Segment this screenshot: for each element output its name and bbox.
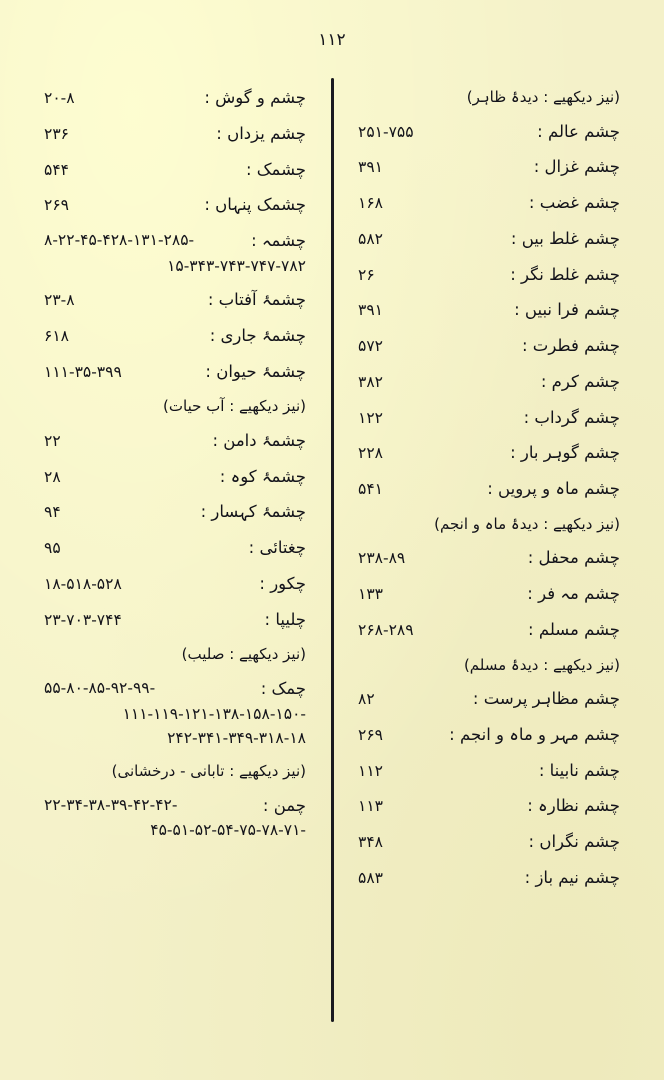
index-pages-cont2: ۲۴۲-۳۴۱-۳۴۹-۳۱۸-۱۸: [167, 728, 306, 747]
index-term: چشم نظارہ :: [527, 796, 620, 816]
index-term: چغتائی :: [248, 538, 306, 557]
index-pages: ۲۶۹: [358, 725, 383, 744]
index-pages: ۲۲: [44, 431, 61, 450]
index-term: چشم محفل :: [527, 548, 620, 568]
index-entry: [358, 866, 620, 891]
index-entry: [358, 406, 620, 431]
index-term: چشمہ :: [251, 231, 306, 250]
index-pages: ۲۲۸: [358, 444, 383, 463]
index-pages: ۲۰-۸: [44, 89, 75, 107]
index-term: چشم مسلم :: [528, 619, 620, 639]
index-entry: [358, 830, 620, 855]
index-term: چشمۂ حیوان :: [205, 361, 306, 381]
index-note: [44, 395, 306, 418]
index-entry: [44, 500, 306, 525]
index-entry: [358, 334, 620, 359]
index-pages: ۱۲۲: [358, 408, 383, 427]
index-entry: [44, 465, 306, 490]
index-term: چشم گرداب :: [523, 407, 620, 427]
index-pages: ۲۸: [44, 467, 61, 486]
index-entry: [44, 122, 306, 147]
index-note: [44, 760, 306, 783]
index-column-right: [332, 86, 638, 1026]
index-term: چشم مہر و ماہ و انجم :: [449, 724, 620, 744]
index-pages: ۲۳۶: [44, 124, 69, 143]
index-pages: ۳۹۱: [358, 158, 383, 177]
index-pages: ۵۷۲: [358, 337, 383, 355]
index-pages: ۲۲-۳۴-۳۸-۳۹-۴۲-۴۲-: [44, 795, 178, 814]
index-entry: [44, 360, 306, 385]
index-entry: [44, 288, 306, 313]
index-pages: ۱۸-۵۱۸-۵۲۸: [44, 574, 122, 593]
index-pages: ۳۴۸: [358, 833, 383, 851]
index-note-text: (نیز دیکھیے : تابانی - درخشانی): [111, 762, 306, 780]
index-entry: [358, 370, 620, 395]
index-pages: ۲۶۹: [44, 196, 69, 215]
index-pages: ۵۴۱: [358, 480, 383, 498]
index-term: چشم غلط بیں :: [510, 228, 620, 248]
index-entry: [358, 759, 620, 784]
index-pages: ۱۳۳: [358, 585, 383, 603]
index-entry: [358, 618, 620, 643]
index-term: چشم یزداں :: [216, 123, 306, 143]
index-entry: [358, 477, 620, 502]
index-term: چشم عالم :: [537, 121, 620, 141]
index-term: چشمۂ دامن :: [212, 430, 306, 450]
index-entry: [44, 158, 306, 183]
index-term: چلیپا :: [264, 609, 306, 629]
index-term: چشم و گوش :: [204, 88, 306, 107]
index-entry: [44, 324, 306, 349]
index-term: چشمۂ جاری :: [209, 325, 306, 345]
index-entry: [358, 582, 620, 607]
index-pages: ۶۱۸: [44, 326, 69, 345]
index-pages: ۱۱۲: [358, 761, 383, 780]
index-entry: [44, 193, 306, 218]
index-term: چشمۂ آفتاب :: [207, 290, 306, 309]
index-term: چشم نیم باز :: [524, 867, 620, 887]
index-entry: [358, 441, 620, 466]
index-pages: ۵۵-۸۰-۸۵-۹۲-۹۹-: [44, 678, 156, 697]
index-note-text: (نیز دیکھیے : صلیب): [181, 645, 306, 664]
index-term: چشم ماہ و پرویں :: [487, 479, 620, 498]
index-entry: [358, 155, 620, 180]
index-note: [44, 643, 306, 666]
index-entry: [44, 229, 306, 278]
index-term: چشم فرا نبیں :: [514, 300, 620, 320]
index-term: چشم مہ فر :: [527, 584, 620, 603]
index-term: چشم کرم :: [540, 371, 620, 391]
index-pages: ۱۱۳: [358, 797, 383, 816]
index-pages: ۲۳-۸: [44, 291, 75, 309]
index-term: چشمۂ کوہ :: [219, 466, 306, 486]
index-entry: [44, 86, 306, 111]
index-entry: [358, 546, 620, 571]
index-term: چشم نابینا :: [538, 760, 620, 780]
index-term: چمک :: [260, 678, 306, 698]
index-columns: [26, 86, 638, 1026]
index-pages: ۲۵۱-۷۵۵: [358, 122, 414, 141]
index-entry: [44, 572, 306, 597]
index-pages: ۲۶: [358, 265, 375, 284]
index-pages: ۸۲: [358, 690, 375, 708]
index-term: چشم نگراں :: [528, 832, 620, 851]
index-term: چشمک پنہاں :: [204, 195, 306, 215]
index-term: چشمک :: [245, 159, 306, 179]
index-pages: ۱۱۱-۳۵-۳۹۹: [44, 362, 122, 381]
index-pages: ۹۵: [44, 539, 61, 557]
index-entry: [358, 794, 620, 819]
index-term: چشمۂ کہسار :: [200, 502, 306, 522]
index-note: [358, 513, 620, 536]
index-entry: [358, 120, 620, 145]
index-term: چکور :: [259, 573, 306, 593]
index-note: [358, 654, 620, 677]
index-note-text: (نیز دیکھیے : دیدۂ ماہ و انجم): [434, 514, 620, 533]
index-pages: ۵۸۲: [358, 229, 383, 248]
index-pages-cont: ۴۵-۵۱-۵۲-۵۴-۷۵-۷۸-۷۱-: [150, 821, 306, 840]
index-entry: [358, 723, 620, 748]
index-note: [358, 86, 620, 109]
index-entry: [358, 687, 620, 712]
index-entry: [358, 227, 620, 252]
index-entry: [44, 677, 306, 750]
index-term: چشم گوہر بار :: [510, 443, 620, 463]
page-number: ۱۱۲: [318, 30, 346, 50]
index-pages: ۲۳-۷۰۳-۷۴۴: [44, 610, 122, 629]
index-term: چشم غزال :: [533, 157, 620, 177]
index-entry: [44, 429, 306, 454]
index-pages-cont: ۱۱۱-۱۱۹-۱۲۱-۱۳۸-۱۵۸-۱۵۰-: [122, 704, 306, 723]
index-term: چشم مظاہر پرست :: [472, 689, 620, 708]
index-pages: ۱۶۸: [358, 194, 383, 212]
index-entry: [44, 794, 306, 843]
index-pages-cont: ۱۵-۳۴۳-۷۴۳-۷۴۷-۷۸۲: [167, 256, 306, 275]
index-pages: ۸-۲۲-۴۵-۴۲۸-۱۳۱-۲۸۵-: [44, 231, 195, 249]
index-term: چمن :: [262, 795, 306, 815]
index-column-left: [26, 86, 332, 1026]
index-term: چشم غضب :: [528, 193, 620, 212]
index-term: چشم فطرت :: [521, 336, 620, 355]
index-entry: [358, 263, 620, 288]
index-pages: ۵۸۳: [358, 868, 383, 887]
index-pages: ۳۹۱: [358, 301, 383, 320]
index-note-text: (نیز دیکھیے : دیدۂ ظاہر): [466, 88, 620, 106]
index-pages: ۲۶۸-۲۸۹: [358, 620, 414, 639]
index-entry-heading: [44, 536, 306, 561]
index-note-text: (نیز دیکھیے : آب حیات): [163, 397, 306, 416]
index-note-text: (نیز دیکھیے : دیدۂ مسلم): [463, 655, 620, 674]
index-pages: ۵۴۴: [44, 160, 69, 179]
index-pages: ۹۴: [44, 503, 61, 522]
index-entry: [44, 608, 306, 633]
index-pages: ۲۳۸-۸۹: [358, 549, 406, 568]
index-entry: [358, 298, 620, 323]
index-entry: [358, 191, 620, 216]
index-pages: ۳۸۲: [358, 372, 383, 391]
index-term: چشم غلط نگر :: [510, 264, 620, 284]
